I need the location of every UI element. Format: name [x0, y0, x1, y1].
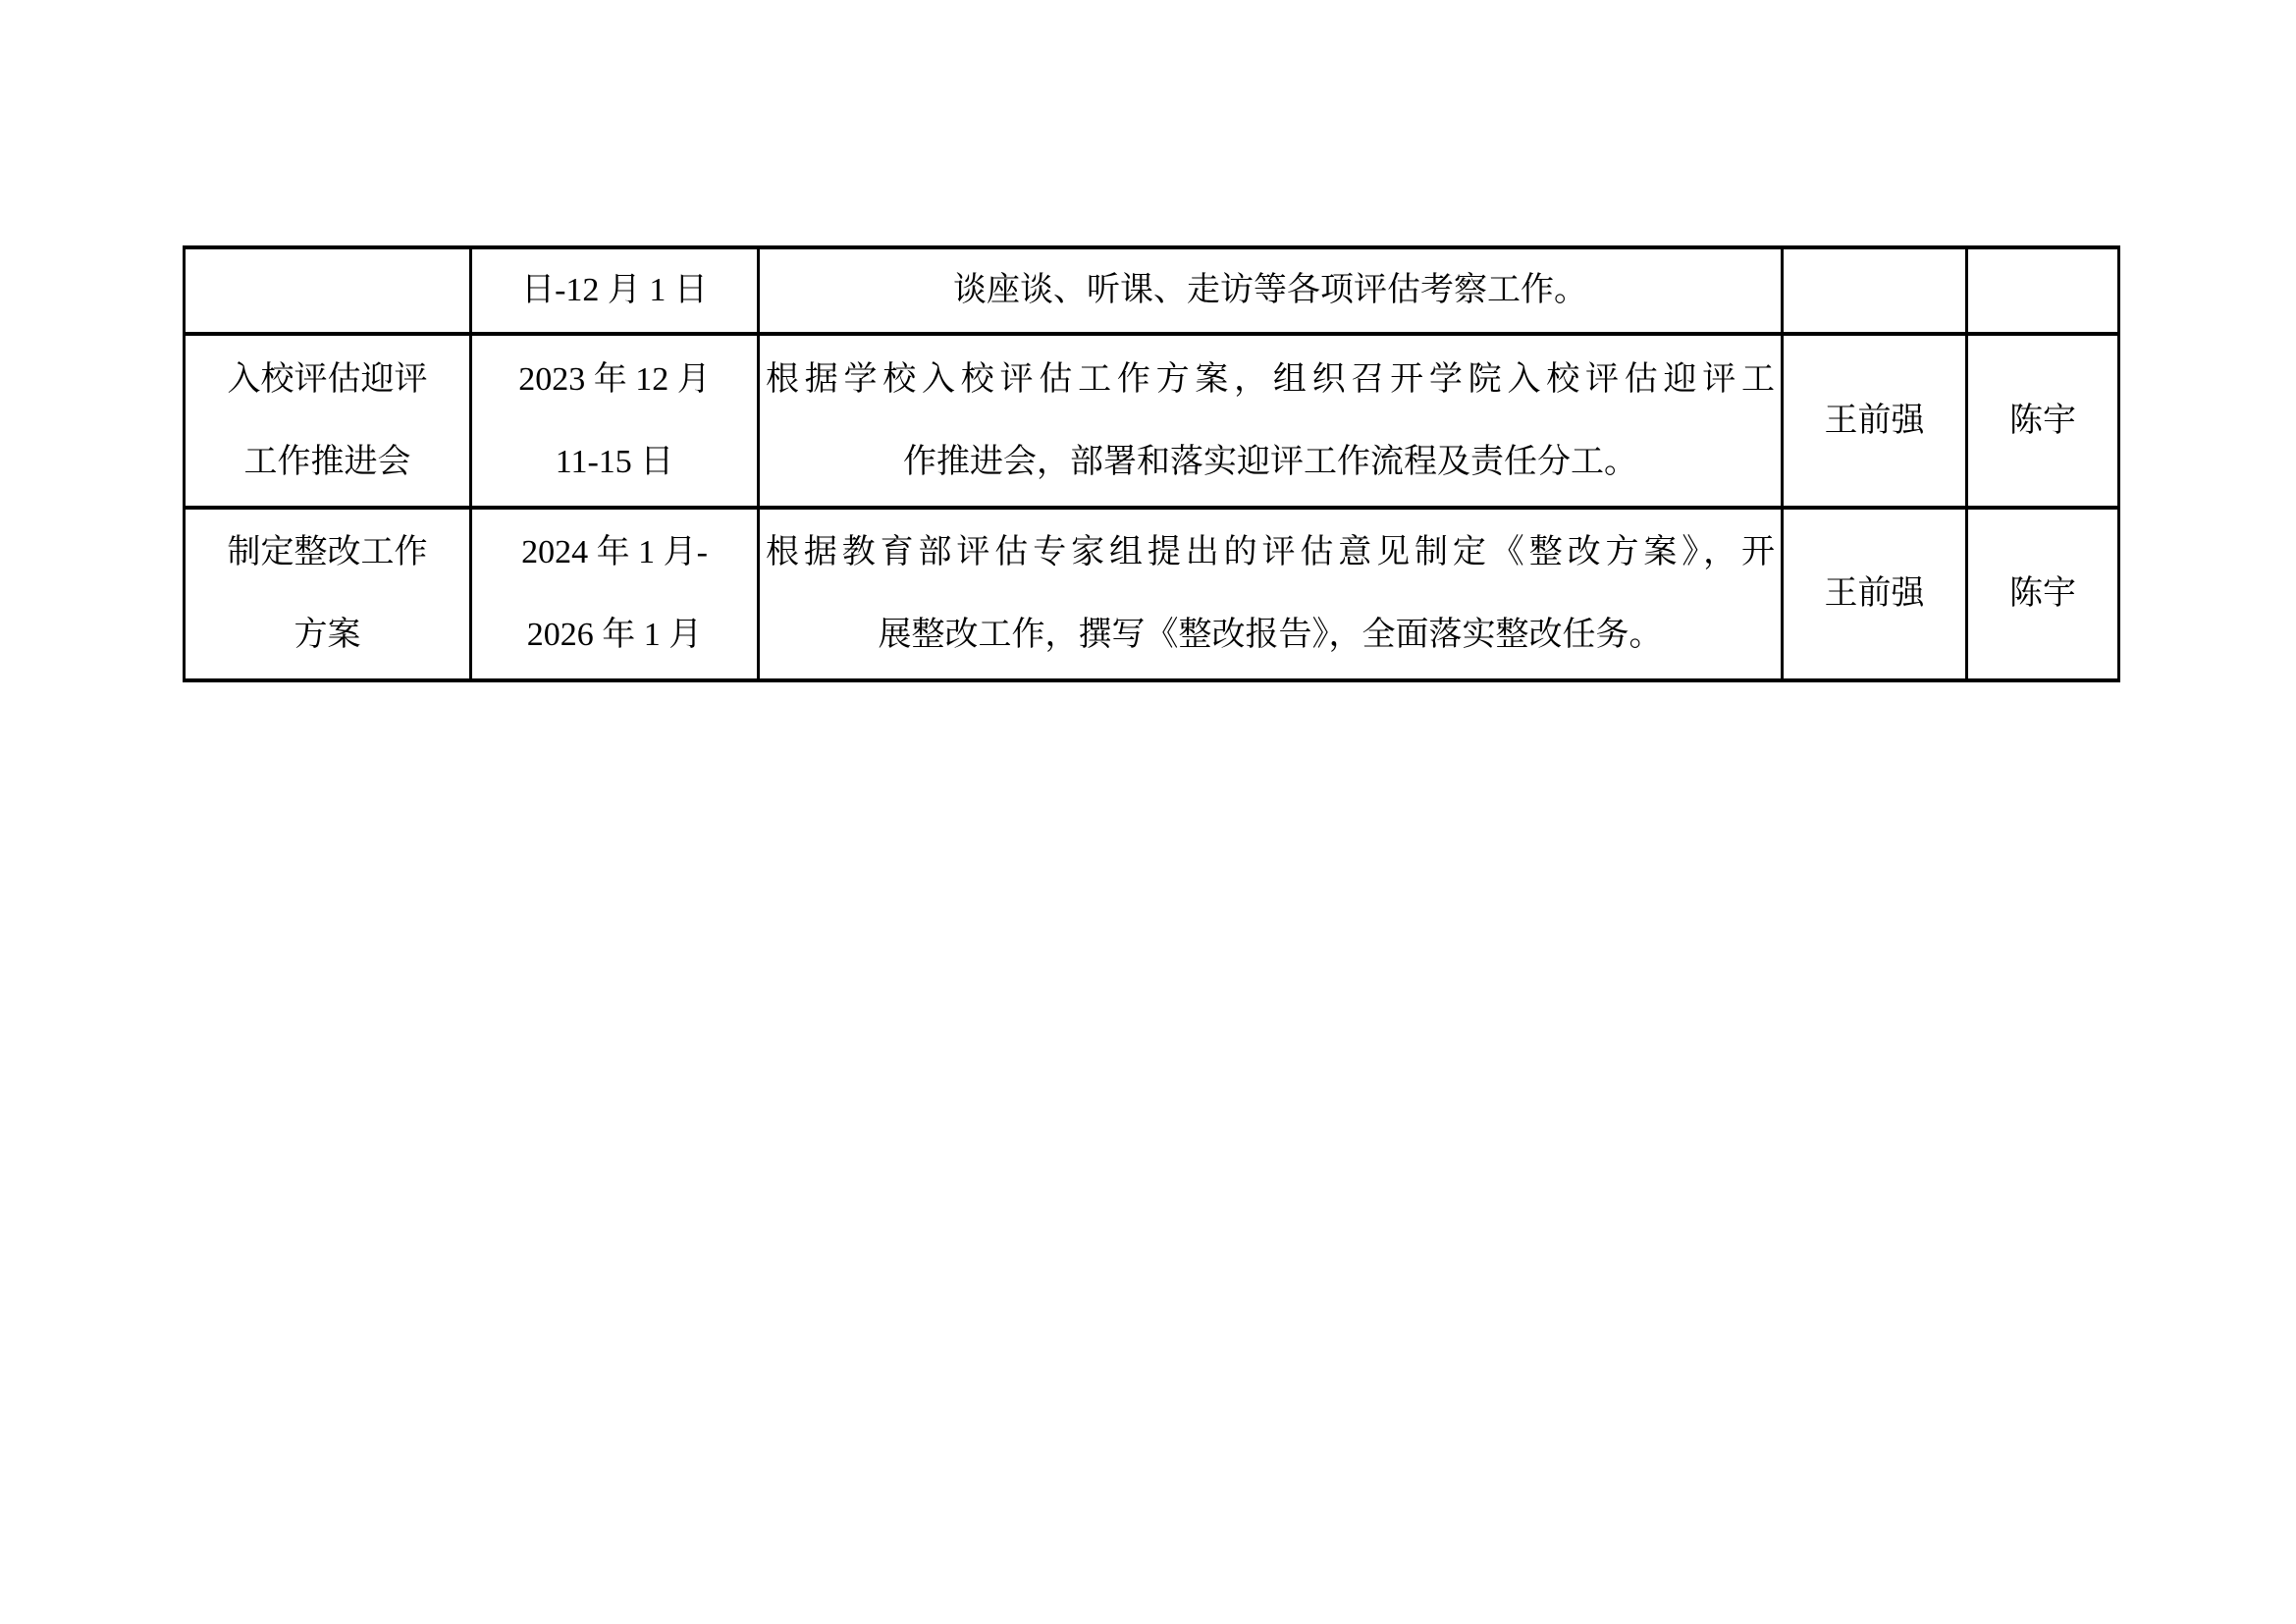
cell-person2	[1967, 508, 2119, 680]
cell-date	[471, 334, 759, 508]
table-row-promotion-meeting	[185, 334, 2119, 508]
description-line: 谈座谈、听课、走访等各项评估考察工作。	[953, 272, 1587, 308]
description-line: 根据学校入校评估工作方案，组织召开学院入校评估迎评工	[766, 360, 1775, 398]
cell-task	[185, 334, 471, 508]
person1-name: 王前强	[1824, 402, 1925, 439]
cell-person1-empty	[1783, 247, 1967, 334]
description-line: 作推进会，部署和落实迎评工作流程及责任分工。	[903, 443, 1637, 480]
cell-date	[471, 508, 759, 680]
person2-name: 陈宇	[2009, 402, 2076, 439]
task-line: 制定整改工作	[227, 534, 428, 570]
cell-description	[759, 247, 1783, 334]
task-line: 工作推进会	[243, 443, 411, 480]
table-row-continued	[185, 247, 2119, 334]
table-row-rectification-plan	[185, 508, 2119, 680]
date-line: 2024 年 1 月-	[521, 534, 708, 570]
date-line: 2026 年 1 月	[526, 617, 703, 653]
date-line: 2023 年 12 月	[518, 360, 711, 398]
cell-person1	[1783, 334, 1967, 508]
person1-name: 王前强	[1824, 575, 1925, 612]
work-plan-table	[183, 245, 2120, 682]
cell-person2-empty	[1967, 247, 2119, 334]
date-line: 11-15 日	[555, 443, 674, 480]
cell-description	[759, 334, 1783, 508]
cell-description	[759, 508, 1783, 680]
description-line: 根据教育部评估专家组提出的评估意见制定《整改方案》，开	[766, 534, 1775, 570]
person2-name: 陈宇	[2009, 575, 2076, 612]
task-line: 入校评估迎评	[227, 360, 428, 398]
date-line: 日-12 月 1 日	[521, 272, 708, 308]
cell-person2	[1967, 334, 2119, 508]
description-line: 展整改工作，撰写《整改报告》，全面落实整改任务。	[878, 617, 1663, 653]
cell-date	[471, 247, 759, 334]
cell-person1	[1783, 508, 1967, 680]
cell-task	[185, 508, 471, 680]
cell-task-empty	[185, 247, 471, 334]
task-line: 方案	[294, 617, 361, 653]
